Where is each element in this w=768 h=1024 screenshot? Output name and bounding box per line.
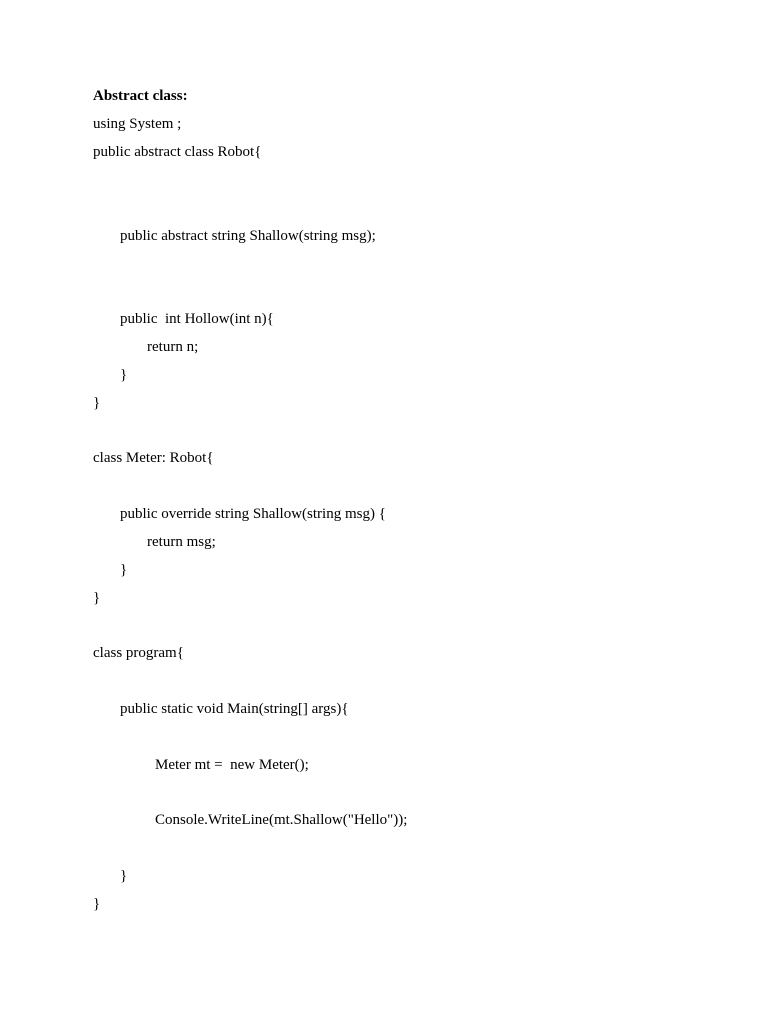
code-line: public abstract string Shallow(string msg); [120, 228, 376, 244]
code-line: public abstract class Robot{ [93, 144, 262, 160]
code-line: public override string Shallow(string msg) { [120, 506, 386, 522]
code-line: } [120, 367, 128, 383]
code-line: } [93, 395, 101, 411]
code-line: public static void Main(string[] args){ [120, 701, 349, 717]
code-line: return n; [147, 339, 199, 355]
code-line: } [120, 868, 128, 884]
code-line: public int Hollow(int n){ [120, 311, 274, 327]
code-line: Meter mt = new Meter(); [155, 757, 309, 773]
code-line: return msg; [147, 534, 216, 550]
code-line: class Meter: Robot{ [93, 450, 214, 466]
code-line: using System ; [93, 116, 182, 132]
code-line: } [93, 590, 101, 606]
code-line: } [120, 562, 128, 578]
code-line: class program{ [93, 645, 184, 661]
code-line: Console.WriteLine(mt.Shallow("Hello")); [155, 812, 408, 828]
document-heading: Abstract class: [93, 88, 188, 104]
code-line: } [93, 896, 101, 912]
